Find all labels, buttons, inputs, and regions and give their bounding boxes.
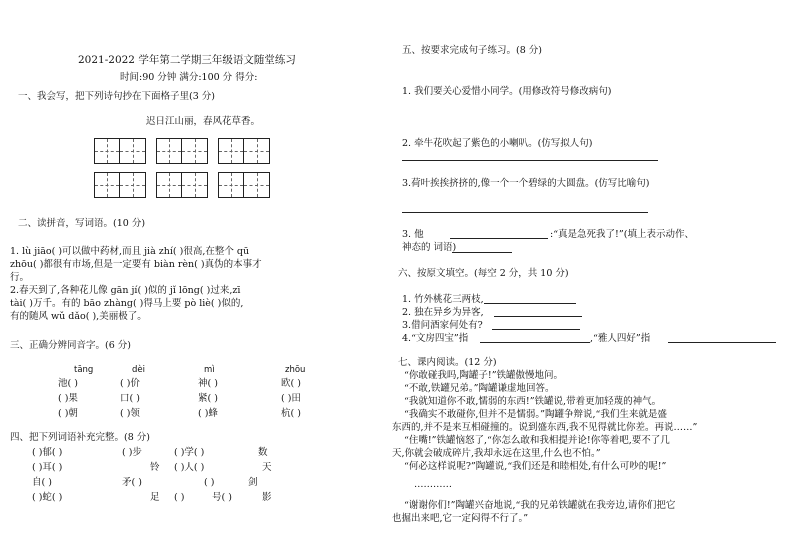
answer-line[interactable] bbox=[492, 329, 580, 330]
q4-cell: ( )郁( ) bbox=[32, 447, 63, 458]
q4-cell: 铃 bbox=[150, 462, 160, 473]
writing-grid-row-2 bbox=[94, 172, 270, 198]
answer-line[interactable] bbox=[668, 342, 776, 343]
q3-cell: 口( ) bbox=[120, 393, 140, 404]
q4-cell: 号( ) bbox=[212, 492, 232, 503]
reading-paragraph: 也掘出来吧,它一定闷得不行了。” bbox=[392, 513, 529, 524]
q2-heading: 二、读拼音，写词语。(10 分) bbox=[18, 218, 146, 229]
grid-cell[interactable] bbox=[156, 138, 182, 164]
q4-cell: ( )耳( ) bbox=[32, 462, 63, 473]
q3-cell: 池( ) bbox=[58, 378, 78, 389]
q4-cell: 数 bbox=[258, 447, 268, 458]
q5-heading: 五、按要求完成句子练习。(8 分) bbox=[402, 45, 542, 56]
grid-cell[interactable] bbox=[182, 172, 208, 198]
q3-cell: 杭( ) bbox=[281, 408, 301, 419]
q3-pinyin: dèi bbox=[132, 365, 145, 375]
q6-item: 4.“文房四宝”指 bbox=[402, 333, 469, 344]
q3-pinyin: tāng bbox=[74, 365, 94, 375]
reading-paragraph: “住嘴!”铁罐恼怒了,“你怎么敢和我相提并论!你等着吧,要不了几 bbox=[404, 435, 670, 446]
q5-sentence-1: 1. 我们要关心爱惜小同学。(用修改符号修改病句) bbox=[402, 86, 612, 97]
q3-cell: ( )朝 bbox=[58, 408, 78, 419]
reading-paragraph: “谢谢你们!”陶罐兴奋地说,“我的兄弟铁罐就在我旁边,请你们把它 bbox=[404, 500, 676, 511]
grid-cell[interactable] bbox=[94, 138, 120, 164]
q2-line: 有的随风 wǔ dǎo( ),美丽极了。 bbox=[10, 311, 147, 322]
grid-cell[interactable] bbox=[182, 138, 208, 164]
grid-cell[interactable] bbox=[94, 172, 120, 198]
reading-paragraph: “不敢,铁罐兄弟。”陶罐谦虚地回答。 bbox=[404, 383, 555, 394]
q4-cell: ( )学( ) bbox=[174, 447, 205, 458]
q4-cell: 矛( ) bbox=[122, 477, 142, 488]
q1-poem: 迟日江山丽，春风花草香。 bbox=[146, 116, 261, 127]
q4-cell: 天 bbox=[262, 462, 272, 473]
q3-cell: ( )价 bbox=[120, 378, 140, 389]
q2-line: zhōu( )都很有市场,但是一定要有 biàn rèn( )真伪的本事才 bbox=[10, 259, 262, 270]
q4-cell: ( )人( ) bbox=[174, 462, 205, 473]
reading-ellipsis: ………… bbox=[414, 479, 452, 490]
q5-sentence-2: 2. 牵牛花吹起了紫色的小喇叭。(仿写拟人句) bbox=[402, 138, 593, 149]
q2-line: 1. lù jiāo( )可以做中药材,而且 jià zhí( )很高,在整个 qū bbox=[10, 246, 250, 257]
grid-cell[interactable] bbox=[244, 172, 270, 198]
grid-cell[interactable] bbox=[218, 172, 244, 198]
reading-paragraph: 东西的,并不是来互相碰撞的。说到盛东西,我不见得就比你差。再说……” bbox=[392, 422, 698, 433]
q5-sentence-4-tail: 神态的 词语) bbox=[402, 242, 457, 253]
q3-pinyin: zhōu bbox=[285, 365, 306, 375]
q7-heading: 七、课内阅读。(12 分) bbox=[398, 357, 497, 368]
reading-paragraph: “你敢碰我吗,陶罐子!”铁罐傲慢地问。 bbox=[404, 370, 564, 381]
answer-line[interactable] bbox=[480, 342, 590, 343]
q6-item: 1. 竹外桃花三两枝, bbox=[402, 294, 484, 305]
q5-sentence-3: 3.荷叶挨挨挤挤的,像一个一个碧绿的大圆盘。(仿写比喻句) bbox=[402, 178, 650, 189]
q3-pinyin: mì bbox=[204, 365, 215, 375]
q4-cell: ( )步 bbox=[122, 447, 142, 458]
q3-cell: 神( ) bbox=[198, 378, 218, 389]
q4-cell: ( )蛇( ) bbox=[32, 492, 63, 503]
q1-heading: 一、我会写，把下列诗句抄在下面格子里(3 分) bbox=[18, 91, 215, 102]
q6-item: 2. 独在异乡为异客, bbox=[402, 307, 484, 318]
answer-line[interactable] bbox=[494, 316, 582, 317]
q3-cell: ( )蜂 bbox=[198, 408, 218, 419]
answer-line[interactable] bbox=[484, 303, 576, 304]
writing-grid-row-1 bbox=[94, 138, 270, 164]
grid-cell[interactable] bbox=[120, 172, 146, 198]
q5-sentence-4-start: 3. 他 bbox=[402, 229, 424, 240]
q4-cell: 足 bbox=[150, 492, 160, 503]
q2-line: 2.春天到了,各种花儿像 gān jí( )似的 jǐ lōng( )过来,zī bbox=[10, 285, 241, 296]
grid-cell[interactable] bbox=[218, 138, 244, 164]
q4-cell: ( ) bbox=[174, 492, 185, 503]
grid-cell[interactable] bbox=[244, 138, 270, 164]
q4-heading: 四、把下列词语补充完整。(8 分) bbox=[10, 432, 150, 443]
grid-cell[interactable] bbox=[120, 138, 146, 164]
q6-heading: 六、按原文填空。(每空 2 分，共 10 分) bbox=[398, 268, 569, 279]
q3-cell: ( )田 bbox=[281, 393, 301, 404]
answer-line[interactable] bbox=[450, 238, 548, 239]
answer-line[interactable] bbox=[402, 160, 658, 161]
q4-cell: 自( ) bbox=[32, 477, 52, 488]
reading-paragraph: “我确实不敢碰你,但并不是懦弱。”陶罐争辩说,“我们生来就是盛 bbox=[404, 409, 667, 420]
q2-line: 行。 bbox=[10, 272, 30, 283]
q6-item-4b: ,“雅人四好”指 bbox=[590, 333, 651, 344]
answer-line[interactable] bbox=[452, 252, 512, 253]
q4-cell: 剑 bbox=[248, 477, 258, 488]
grid-cell[interactable] bbox=[156, 172, 182, 198]
reading-paragraph: 天,你就会破成碎片,我却永远在这里,什么也不怕。” bbox=[392, 448, 601, 459]
reading-paragraph: “我就知道你不敢,懦弱的东西!”铁罐说,带着更加轻蔑的神气。 bbox=[404, 396, 662, 407]
reading-paragraph: “何必这样说呢?”陶罐说,“我们还是和睦相处,有什么可吵的呢!” bbox=[404, 461, 667, 472]
answer-line[interactable] bbox=[402, 212, 648, 213]
q4-cell: ( ) bbox=[204, 477, 215, 488]
q3-cell: 欧( ) bbox=[281, 378, 301, 389]
q5-sentence-4-end: :“真是急死我了!”(填上表示动作、 bbox=[550, 229, 694, 240]
q6-item: 3.借问酒家何处有? bbox=[402, 320, 483, 331]
exam-meta: 时间:90 分钟 满分:100 分 得分: bbox=[120, 72, 258, 83]
q3-cell: ( )领 bbox=[120, 408, 140, 419]
q2-line: tài( )万千。有的 bāo zhàng( )得马上要 pò liè( )似的, bbox=[10, 298, 244, 309]
exam-title: 2021-2022 学年第二学期三年级语文随堂练习 bbox=[78, 54, 296, 66]
q3-cell: ( )果 bbox=[58, 393, 78, 404]
q4-cell: 影 bbox=[262, 492, 272, 503]
q3-heading: 三、正确分辨同音字。(6 分) bbox=[10, 340, 131, 351]
q3-cell: 紧( ) bbox=[198, 393, 218, 404]
